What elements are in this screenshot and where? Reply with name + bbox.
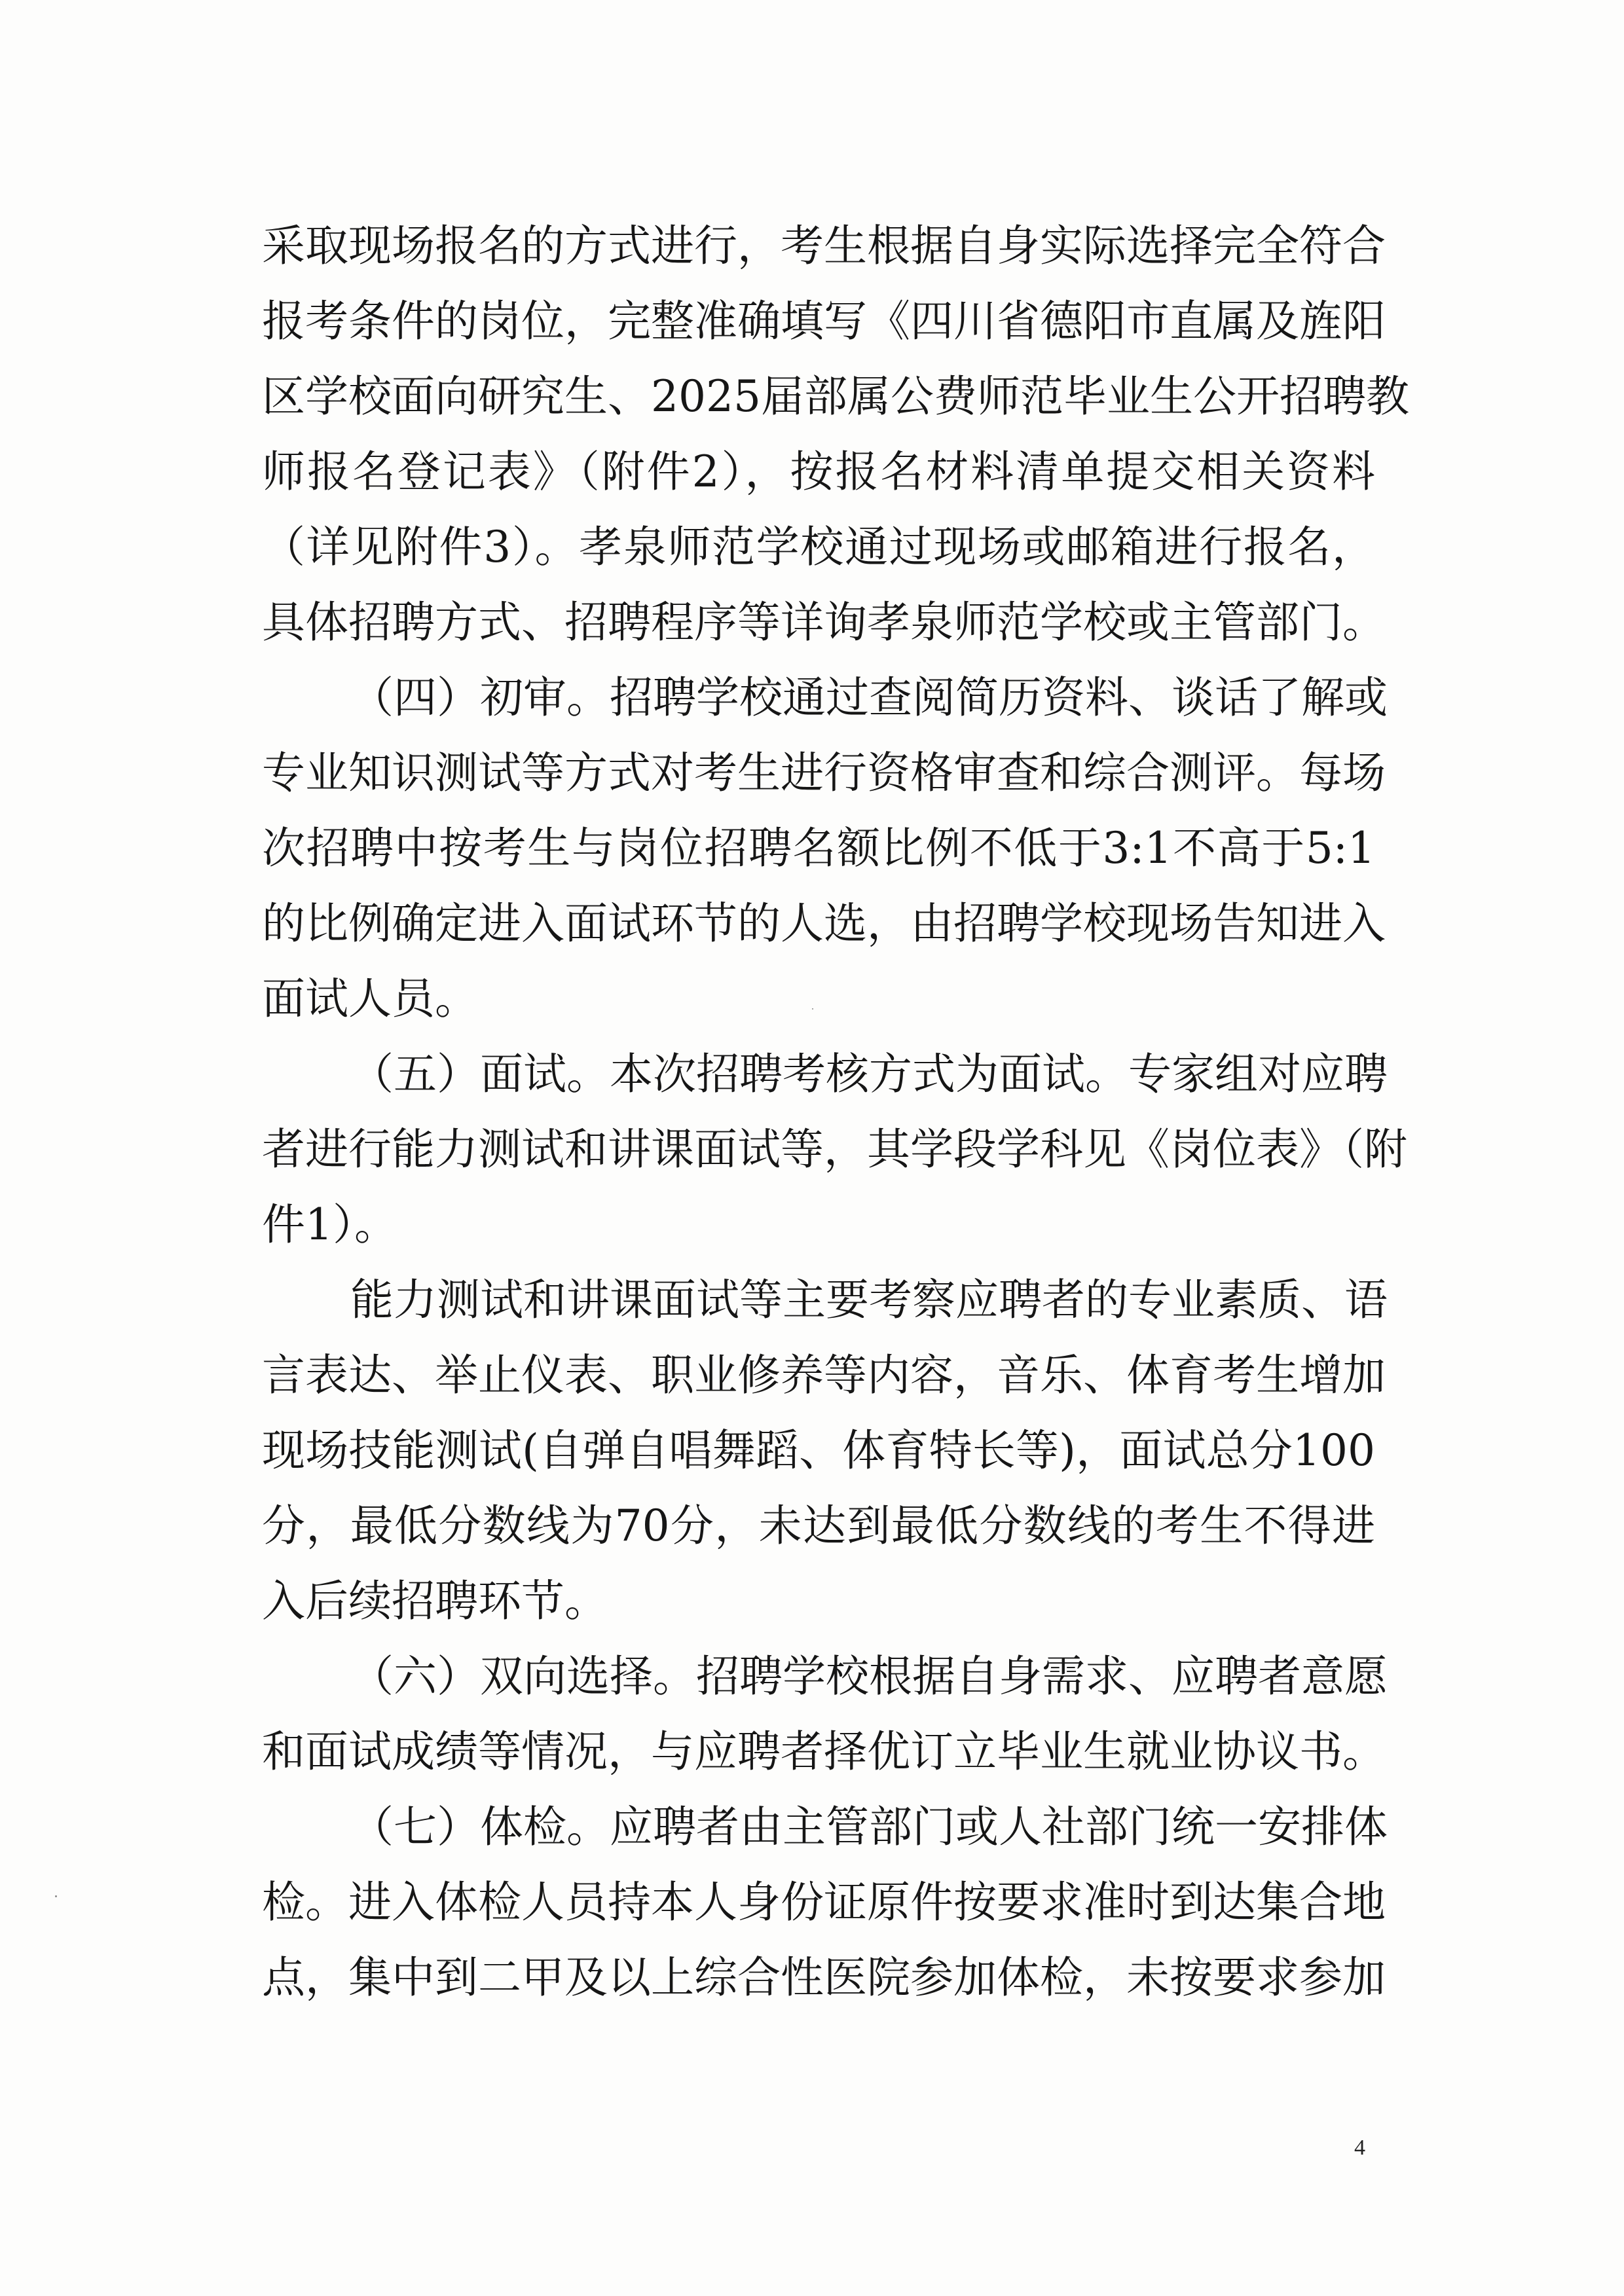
text-line: 采取现场报名的方式进行，考生根据自身实际选择完全符合: [262, 221, 1386, 271]
text-line: 能力测试和讲课面试等主要考察应聘者的专业素质、语: [350, 1275, 1388, 1325]
text-line: 入后续招聘环节。: [262, 1576, 608, 1626]
text-line: 具体招聘方式、招聘程序等详询孝泉师范学校或主管部门。: [262, 597, 1386, 647]
text-line: （七）体检。应聘者由主管部门或人社部门统一安排体: [350, 1802, 1388, 1852]
text-line: 师报名登记表》（附件2），按报名材料清单提交相关资料: [262, 446, 1375, 497]
text-line: 和面试成绩等情况，与应聘者择优订立毕业生就业协议书。: [262, 1726, 1386, 1777]
text-line: 言表达、举止仪表、职业修养等内容，音乐、体育考生增加: [262, 1350, 1386, 1400]
text-line: 报考条件的岗位，完整准确填写《四川省德阳市直属及旌阳: [262, 296, 1386, 346]
text-line: 次招聘中按考生与岗位招聘名额比例不低于3:1不高于5:1: [262, 823, 1375, 873]
text-line: 分，最低分数线为70分，未达到最低分数线的考生不得进: [262, 1501, 1375, 1551]
text-line: （五）面试。本次招聘考核方式为面试。专家组对应聘: [350, 1049, 1388, 1099]
text-line: （六）双向选择。招聘学校根据自身需求、应聘者意愿: [350, 1651, 1388, 1702]
text-line: （详见附件3）。孝泉师范学校通过现场或邮箱进行报名，: [262, 522, 1375, 572]
text-line: 专业知识测试等方式对考生进行资格审查和综合测评。每场: [262, 748, 1386, 798]
text-line: （四）初审。招聘学校通过查阅简历资料、谈话了解或: [350, 672, 1388, 723]
text-line: 现场技能测试(自弹自唱舞蹈、体育特长等)，面试总分100: [262, 1425, 1375, 1476]
body-text: [262, 208, 1409, 2015]
text-line: 点，集中到二甲及以上综合性医院参加体检，未按要求参加: [262, 1952, 1386, 2003]
scan-speck: [55, 1895, 57, 1897]
text-line: 件1）。: [262, 1199, 397, 1250]
text-line: 者进行能力测试和讲课面试等，其学段学科见《岗位表》（附: [262, 1124, 1407, 1175]
text-line: 的比例确定进入面试环节的人选，由招聘学校现场告知进入: [262, 898, 1386, 949]
text-line: 区学校面向研究生、2025届部属公费师范毕业生公开招聘教: [262, 371, 1409, 422]
page-number: 4: [1354, 2136, 1365, 2160]
text-line: 检。进入体检人员持本人身份证原件按要求准时到达集合地: [262, 1877, 1386, 1927]
text-line: 面试人员。: [262, 974, 478, 1024]
